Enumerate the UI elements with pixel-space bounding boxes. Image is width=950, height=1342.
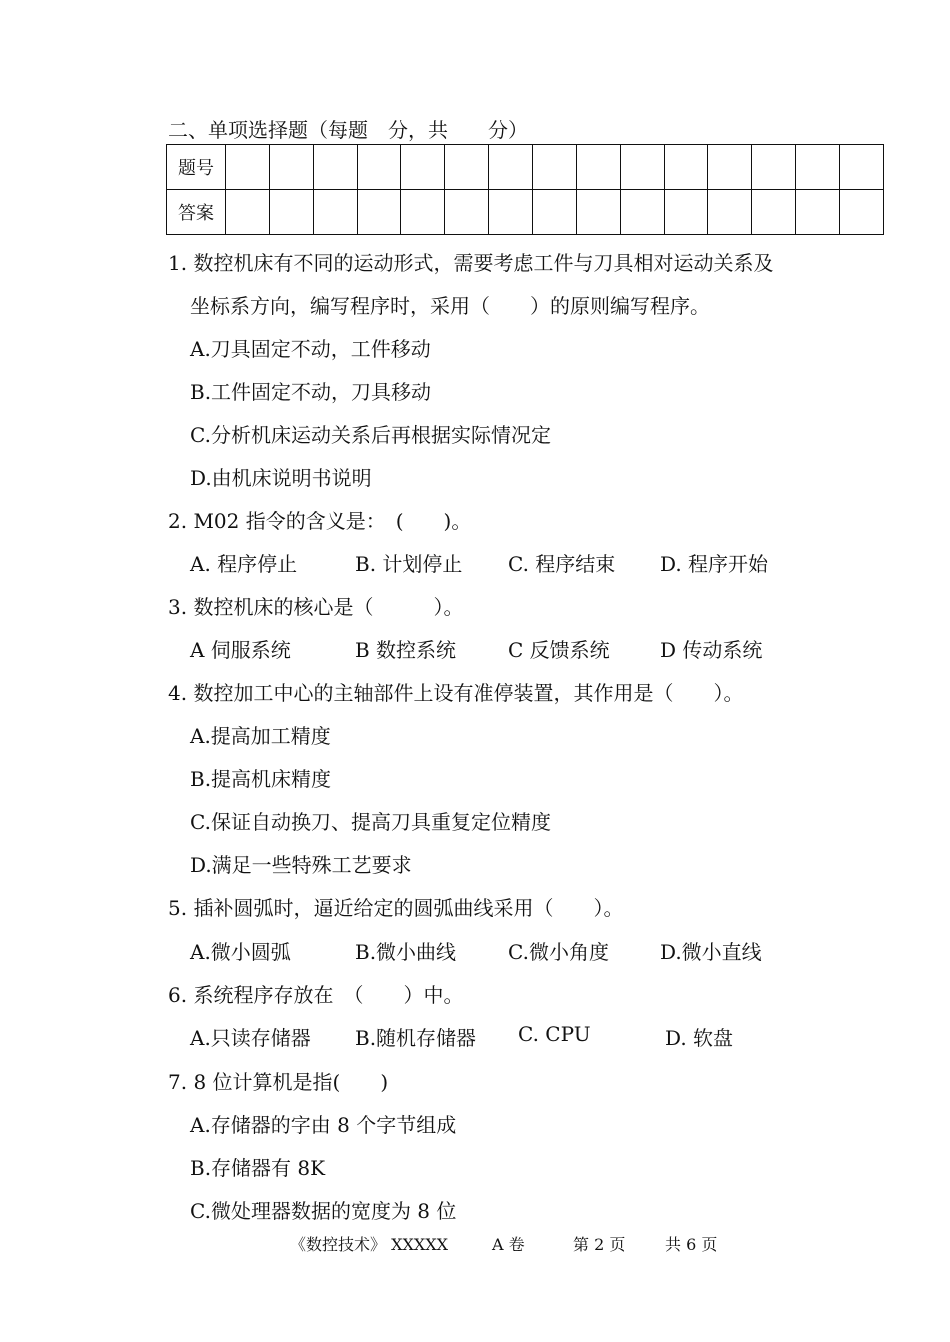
answer-cell [752, 190, 796, 235]
footer-course: 《数控技术》 XXXXX [290, 1235, 449, 1254]
question-4-option-a: A.提高加工精度 [190, 724, 331, 748]
answer-cell [840, 145, 884, 190]
row-label-answer: 答案 [167, 190, 226, 235]
answer-cell [401, 145, 445, 190]
question-6-stem: 6. 系统程序存放在 （ ）中。 [168, 983, 464, 1007]
answer-cell [576, 145, 620, 190]
section-title: 二、单项选择题（每题 分，共 分） [168, 118, 528, 142]
answer-cell [664, 190, 708, 235]
footer-page-total: 共 6 页 [665, 1235, 718, 1254]
question-5-option-a: A.微小圆弧 [190, 940, 291, 964]
question-4-stem: 4. 数控加工中心的主轴部件上设有准停装置，其作用是（ ）。 [168, 681, 744, 705]
question-3-option-c: C 反馈系统 [508, 638, 610, 662]
answer-cell [664, 145, 708, 190]
question-4-option-c: C.保证自动换刀、提高刀具重复定位精度 [190, 810, 551, 834]
question-5-option-c: C.微小角度 [508, 940, 609, 964]
answer-cell [401, 190, 445, 235]
question-2-option-d: D. 程序开始 [660, 552, 769, 576]
answer-row [167, 190, 884, 235]
question-number-row [167, 145, 884, 190]
question-7-option-a: A.存储器的字由 8 个字节组成 [190, 1113, 457, 1137]
question-6-option-d: D. 软盘 [665, 1026, 734, 1050]
answer-cell [313, 190, 357, 235]
question-5-stem: 5. 插补圆弧时，逼近给定的圆弧曲线采用（ ）。 [168, 896, 624, 920]
answer-cell [620, 190, 664, 235]
answer-cell [226, 190, 270, 235]
question-2-option-a: A. 程序停止 [190, 552, 298, 576]
question-1-option-b: B.工件固定不动，刀具移动 [190, 380, 432, 404]
question-2-stem: 2. M02 指令的含义是： ( )。 [168, 509, 472, 533]
question-3-option-d: D 传动系统 [660, 638, 763, 662]
answer-cell [752, 145, 796, 190]
question-5-option-d: D.微小直线 [660, 940, 762, 964]
answer-grid [166, 144, 884, 235]
question-2-option-b: B. 计划停止 [355, 552, 463, 576]
row-label-question-number: 题号 [167, 145, 226, 190]
question-6-option-a: A.只读存储器 [190, 1026, 311, 1050]
answer-cell [489, 190, 533, 235]
question-3-option-a: A 伺服系统 [190, 638, 291, 662]
question-4-option-d: D.满足一些特殊工艺要求 [190, 853, 412, 877]
answer-cell [357, 145, 401, 190]
answer-cell [796, 190, 840, 235]
answer-cell [445, 145, 489, 190]
answer-cell [840, 190, 884, 235]
answer-cell [226, 145, 270, 190]
answer-cell [489, 145, 533, 190]
question-7-option-b: B.存储器有 8K [190, 1156, 326, 1180]
question-5-option-b: B.微小曲线 [355, 940, 457, 964]
footer-paper: A 卷 [492, 1235, 525, 1254]
answer-cell [357, 190, 401, 235]
answer-cell [533, 145, 577, 190]
question-4-option-b: B.提高机床精度 [190, 767, 332, 791]
question-3-option-b: B 数控系统 [355, 638, 457, 662]
question-7-option-c: C.微处理器数据的宽度为 8 位 [190, 1199, 457, 1223]
answer-cell [796, 145, 840, 190]
answer-cell [445, 190, 489, 235]
question-3-stem: 3. 数控机床的核心是（ ）。 [168, 595, 464, 619]
answer-cell [269, 190, 313, 235]
question-1-option-d: D.由机床说明书说明 [190, 466, 372, 490]
question-6-option-b: B.随机存储器 [355, 1026, 477, 1050]
question-6-option-c: C. CPU [518, 1022, 591, 1046]
answer-cell [533, 190, 577, 235]
question-1-option-c: C.分析机床运动关系后再根据实际情况定 [190, 423, 551, 447]
answer-cell [708, 190, 752, 235]
question-1-option-a: A.刀具固定不动，工件移动 [190, 337, 431, 361]
answer-cell [269, 145, 313, 190]
question-7-stem: 7. 8 位计算机是指( ) [168, 1070, 389, 1094]
question-1-stem-line-1: 1. 数控机床有不同的运动形式，需要考虑工件与刀具相对运动关系及 [168, 251, 774, 275]
question-1-stem-line-2: 坐标系方向，编写程序时，采用（ ）的原则编写程序。 [190, 294, 710, 318]
footer-page-number: 第 2 页 [573, 1235, 626, 1254]
answer-cell [313, 145, 357, 190]
answer-cell [708, 145, 752, 190]
answer-cell [576, 190, 620, 235]
question-2-option-c: C. 程序结束 [508, 552, 616, 576]
answer-cell [620, 145, 664, 190]
